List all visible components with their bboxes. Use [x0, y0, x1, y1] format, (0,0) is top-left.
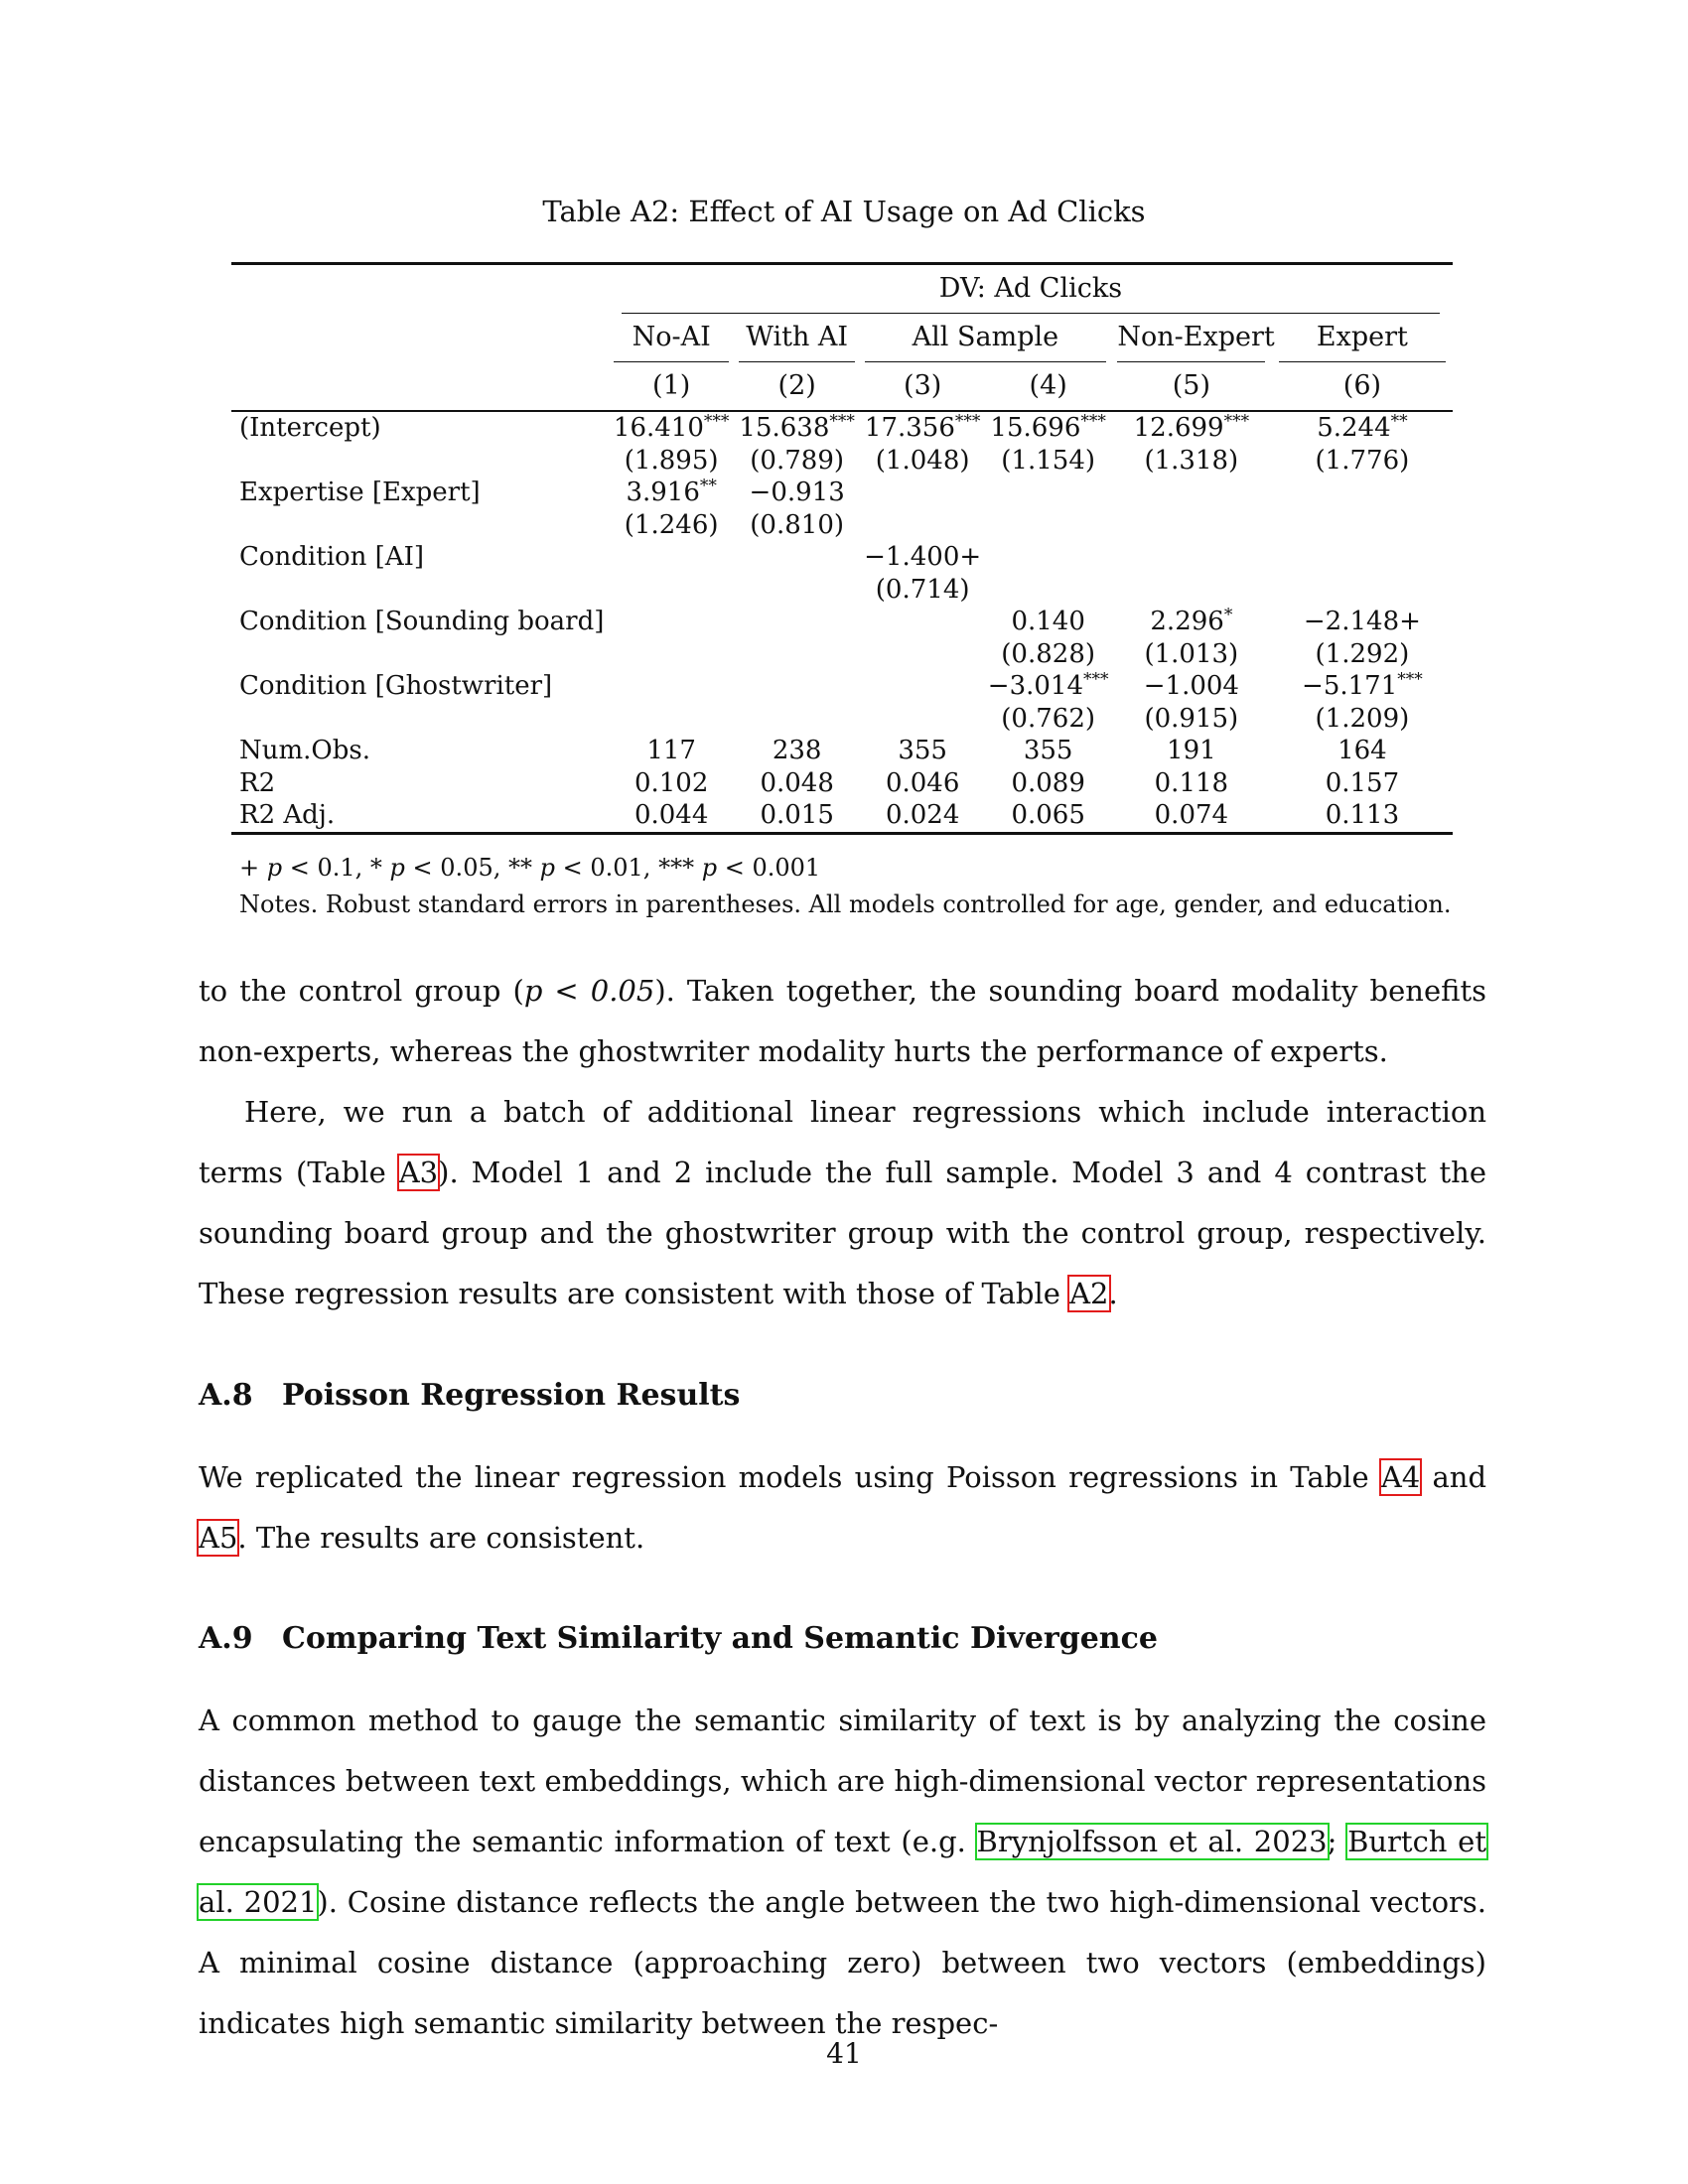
row-label: Condition [AI]: [239, 542, 425, 572]
coef-estimate: 3.916**: [626, 476, 717, 507]
row-label: (Intercept): [231, 411, 609, 445]
row-label: Condition [Ghostwriter]: [239, 671, 553, 701]
stat-value: 0.102: [633, 767, 709, 798]
regression-table: [231, 262, 1453, 835]
group-no-ai: No-AI: [614, 314, 729, 362]
table-ref-a2[interactable]: A2: [1069, 1277, 1109, 1310]
std-error: [1272, 509, 1453, 542]
stat-value: 0.118: [1154, 767, 1229, 798]
stat-value: 0.089: [1011, 767, 1085, 798]
dv-label: DV: Ad Clicks: [609, 264, 1453, 315]
coef-estimate: −5.171***: [1302, 669, 1423, 701]
coef-estimate: [609, 670, 735, 703]
stat-label: R2 Adj.: [231, 799, 609, 833]
paragraph-text-similarity: A common method to gauge the semantic similarity of text is by analyzing the cosine distances between text embeddings, which are high-dimensional vector representations encapsulating the semantic information of text (e.g. Brynjolfsson et al. 2023; Burtch et al. 2021). Cosine distance reflects the angle between the two high-dimensional vectors. A minimal cosine distance (approaching zero) between two vectors (embeddings) indicates high semantic similarity between the respec-: [199, 1704, 1486, 2040]
std-error: [860, 703, 986, 736]
std-error: [1111, 509, 1272, 542]
table-ref-a3[interactable]: A3: [398, 1156, 439, 1189]
coef-estimate: 15.696***: [985, 411, 1111, 445]
stat-value: 0.024: [860, 799, 986, 833]
paragraph-interaction-regressions: Here, we run a batch of additional linear regressions which include interaction terms (Table A3). Model 1 and 2 include the full sample. Model 3 and 4 contrast the sounding board group and the ghostwriter group with the control group, respectively. These regression results are consistent with those of Table A2.: [199, 1095, 1486, 1310]
section-title: Poisson Regression Results: [282, 1378, 741, 1413]
std-error: (0.810): [750, 509, 845, 540]
std-error: (0.915): [1144, 703, 1239, 734]
citation-brynjolfsson[interactable]: Brynjolfsson et al. 2023: [976, 1825, 1328, 1858]
std-error: [985, 574, 1111, 607]
stat-label: R2: [239, 767, 276, 798]
coef-estimate: [734, 670, 860, 703]
se-row: [231, 509, 1453, 542]
se-row: [231, 445, 1453, 478]
paragraph-poisson: We replicated the linear regression models using Poisson regressions in Table A4 and A5. The results are consistent.: [199, 1460, 1487, 1555]
std-error: [860, 638, 986, 671]
coef-estimate: 12.699***: [1111, 411, 1272, 445]
stat-row: [231, 767, 1453, 800]
citation-burtch[interactable]: Burtch et al. 2021: [199, 1825, 1486, 1919]
inline-math: p < 0.05: [523, 974, 655, 1008]
coef-estimate: [1272, 477, 1453, 509]
stat-value: 164: [1337, 736, 1387, 765]
std-error: (1.013): [1144, 638, 1239, 669]
std-error: [985, 509, 1111, 542]
coef-estimate: [734, 606, 860, 638]
coef-estimate: −0.913: [749, 478, 845, 507]
stat-value: 0.074: [1111, 799, 1272, 833]
page-number: 41: [826, 2037, 862, 2070]
std-error: [609, 574, 735, 607]
section-title: Comparing Text Similarity and Semantic Divergence: [282, 1621, 1158, 1656]
stat-value: 238: [772, 736, 822, 765]
group-header-row: [231, 314, 1453, 362]
std-error: (0.762): [1001, 703, 1096, 734]
std-error: (1.246): [624, 509, 719, 540]
table-ref-a5[interactable]: A5: [199, 1521, 238, 1555]
std-error: (1.292): [1315, 638, 1410, 669]
table-ref-a4[interactable]: A4: [1380, 1460, 1421, 1494]
section-number: A.8: [199, 1378, 253, 1413]
coef-estimate: [1272, 541, 1453, 574]
paragraph-conclusion: to the control group (p < 0.05). Taken together, the sounding board modality benefits non-experts, whereas the ghostwriter modality hurts the performance of experts.: [199, 974, 1486, 1068]
coef-estimate: 16.410***: [609, 411, 735, 445]
coef-estimate: [1111, 477, 1272, 509]
model-number: (6): [1342, 370, 1382, 401]
coef-estimate: 15.638***: [734, 411, 860, 445]
std-error: (1.318): [1144, 445, 1239, 476]
std-error: (1.154): [1001, 445, 1096, 476]
model-number: (5): [1172, 370, 1210, 401]
stat-value: 0.113: [1272, 799, 1453, 833]
std-error: (1.895): [624, 445, 719, 476]
row-label: Expertise [Expert]: [239, 478, 481, 507]
std-error: [1272, 574, 1453, 607]
std-error: [734, 638, 860, 671]
se-row: [231, 703, 1453, 736]
coef-estimate: [860, 670, 986, 703]
section-heading-a9: [199, 1621, 1158, 1656]
table-caption: Table A2: Effect of AI Usage on Ad Clicks: [542, 195, 1146, 228]
stat-row: [231, 799, 1453, 833]
stat-value: 0.048: [760, 767, 834, 798]
coef-estimate: −1.400+: [864, 542, 982, 572]
stat-value: 191: [1167, 736, 1216, 765]
coef-row: [231, 670, 1453, 703]
std-error: [609, 638, 735, 671]
coef-estimate: [609, 541, 735, 574]
group-expert: Expert: [1279, 314, 1446, 362]
model-number: (2): [777, 370, 816, 401]
stat-label: Num.Obs.: [239, 736, 370, 765]
stat-value: 355: [1023, 736, 1073, 765]
std-error: (0.828): [1001, 638, 1096, 669]
statistics-rows: [231, 735, 1453, 833]
std-error: (0.714): [875, 574, 970, 605]
coefficient-rows: [231, 411, 1453, 735]
group-with-ai: With AI: [739, 314, 854, 362]
stat-value: 117: [646, 736, 696, 765]
std-error: [734, 703, 860, 736]
coef-estimate: −3.014***: [987, 669, 1109, 701]
model-number-row: [231, 362, 1453, 411]
coef-estimate: [985, 477, 1111, 509]
std-error: [1111, 574, 1272, 607]
coef-estimate: [609, 606, 735, 638]
section-heading-a8: [199, 1378, 740, 1413]
std-error: (0.789): [750, 445, 845, 476]
group-non-expert: Non-Expert: [1117, 314, 1265, 362]
coef-estimate: 5.244**: [1272, 411, 1453, 445]
group-all-sample: All Sample: [865, 314, 1106, 362]
std-error: (1.209): [1315, 703, 1410, 734]
stat-value: 0.157: [1325, 767, 1400, 798]
std-error: [609, 703, 735, 736]
coef-estimate: 0.140: [1011, 607, 1085, 636]
stat-value: 0.015: [734, 799, 860, 833]
std-error: [734, 574, 860, 607]
model-number: (4): [1029, 370, 1067, 401]
se-row: [231, 638, 1453, 671]
dv-header-row: [231, 264, 1453, 315]
coef-row: [231, 411, 1453, 445]
stat-value: 0.046: [885, 767, 960, 798]
coef-estimate: [860, 477, 986, 509]
stat-value: 0.065: [985, 799, 1111, 833]
coef-estimate: −2.148+: [1303, 607, 1421, 636]
section-number: A.9: [199, 1621, 253, 1656]
std-error: (1.776): [1315, 445, 1410, 476]
coef-row: [231, 541, 1453, 574]
std-error: (1.048): [875, 445, 970, 476]
row-label: Condition [Sounding board]: [239, 607, 605, 636]
coef-estimate: 2.296*: [1150, 605, 1233, 636]
model-number: (1): [652, 370, 691, 401]
coef-estimate: [1111, 541, 1272, 574]
stat-value: 0.044: [609, 799, 735, 833]
coef-estimate: [860, 606, 986, 638]
model-number: (3): [904, 370, 942, 401]
coef-estimate: [985, 541, 1111, 574]
coef-row: [231, 477, 1453, 509]
std-error: [860, 509, 986, 542]
stat-value: 355: [898, 736, 947, 765]
table-notes: Notes. Robust standard errors in parentheses. All models controlled for age, gender, and education.: [239, 890, 1452, 918]
coef-estimate: 17.356***: [860, 411, 986, 445]
coef-estimate: −1.004: [1143, 671, 1239, 701]
se-row: [231, 574, 1453, 607]
stat-row: [231, 735, 1453, 767]
coef-estimate: [734, 541, 860, 574]
significance-note: + p < 0.1, * p < 0.05, ** p < 0.01, *** p < 0.001: [239, 854, 821, 882]
coef-row: [231, 606, 1453, 638]
